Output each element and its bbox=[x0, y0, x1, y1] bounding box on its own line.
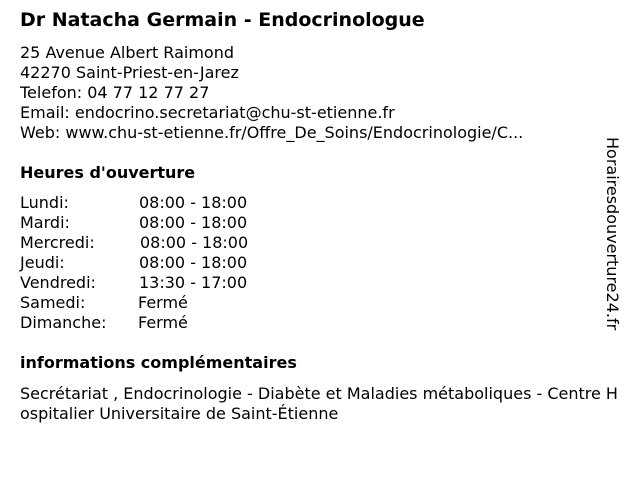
address-street: 25 Avenue Albert Raimond bbox=[20, 43, 234, 62]
page-title: Dr Natacha Germain - Endocrinologue bbox=[20, 9, 425, 31]
hours-day: Vendredi: bbox=[20, 273, 96, 292]
website-url: Web: www.chu-st-etienne.fr/Offre_De_Soins/Endocrinologie/C... bbox=[20, 123, 524, 142]
phone-number: Telefon: 04 77 12 77 27 bbox=[20, 83, 210, 102]
hours-time: 08:00 - 18:00 bbox=[139, 213, 248, 232]
hours-time: Fermé bbox=[138, 313, 188, 332]
hours-day: Mercredi: bbox=[20, 233, 95, 252]
hours-time: 08:00 - 18:00 bbox=[139, 193, 248, 212]
address-city: 42270 Saint-Priest-en-Jarez bbox=[20, 63, 239, 82]
additional-info-text: Secrétariat , Endocrinologie - Diabète et Maladies métaboliques - Centre Hospitalier Universitaire de Saint-Étienne bbox=[20, 384, 618, 423]
hours-day: Dimanche: bbox=[20, 313, 107, 332]
hours-day: Samedi: bbox=[20, 293, 86, 312]
opening-hours-heading: Heures d'ouverture bbox=[20, 163, 196, 182]
hours-time: 08:00 - 18:00 bbox=[139, 253, 248, 272]
hours-day: Lundi: bbox=[20, 193, 69, 212]
site-brand: Horairesdouverture24.fr bbox=[603, 137, 622, 331]
hours-time: 13:30 - 17:00 bbox=[139, 273, 248, 292]
email-address: Email: endocrino.secretariat@chu-st-etienne.fr bbox=[20, 103, 395, 122]
hours-time: Fermé bbox=[138, 293, 188, 312]
hours-day: Mardi: bbox=[20, 213, 70, 232]
hours-day: Jeudi: bbox=[20, 253, 65, 272]
hours-time: 08:00 - 18:00 bbox=[140, 233, 249, 252]
additional-info-heading: informations complémentaires bbox=[20, 353, 297, 372]
